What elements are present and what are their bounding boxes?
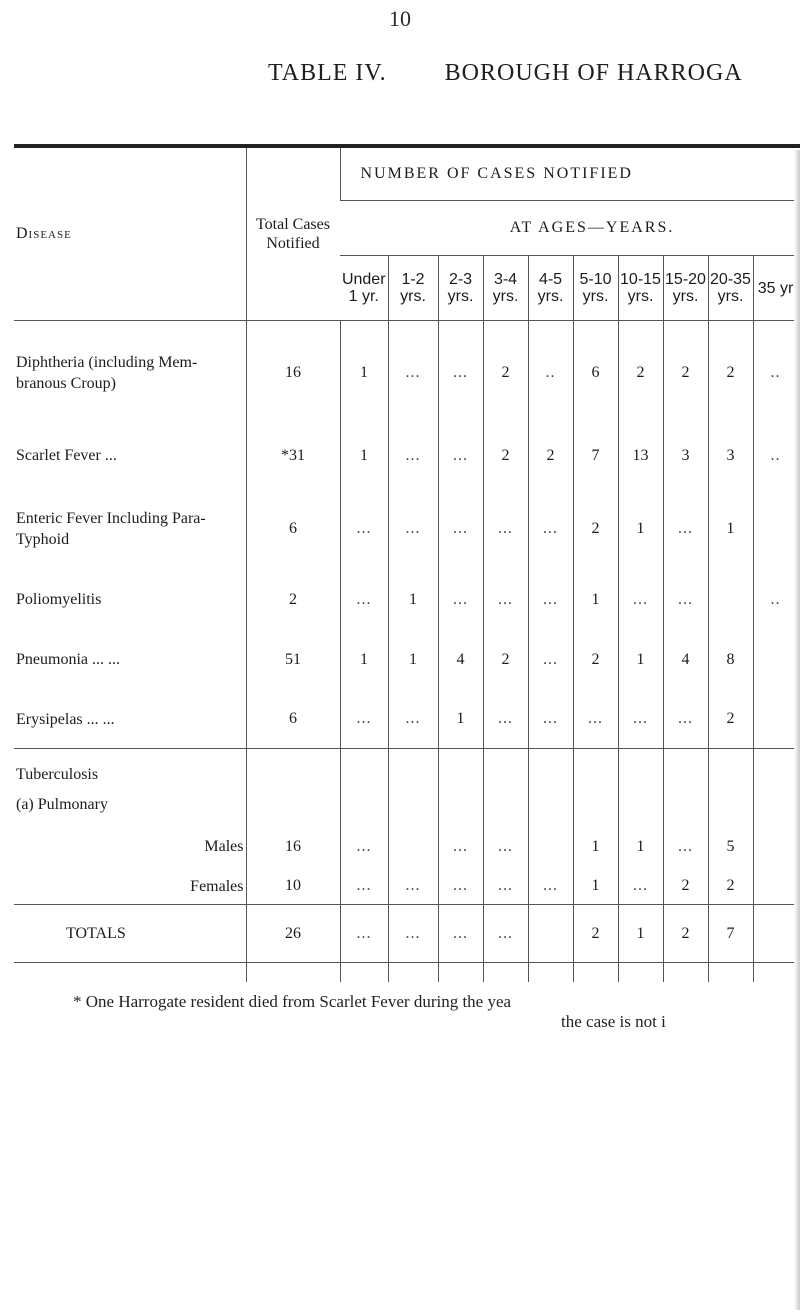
header-row-top [14,146,800,201]
age-group-header: 35 yr [753,256,798,321]
age-count-cell [528,749,573,785]
age-count-cell: 1 [573,825,618,869]
age-count-cell: 2 [483,321,528,425]
total-cell [246,785,340,825]
age-count-cell: ... [483,487,528,571]
disease-name [14,963,246,983]
age-count-cell [483,963,528,983]
age-count-cell [753,869,798,905]
disease-name: Males [204,838,244,855]
age-count-cell [388,749,438,785]
age-count-cell [438,749,483,785]
age-count-cell: 1 [618,487,663,571]
age-count-cell: ... [528,571,573,629]
age-count-cell [753,749,798,785]
age-count-cell: ... [483,905,528,963]
age-count-cell: ... [483,571,528,629]
total-cell [246,963,340,983]
age-count-cell: ... [438,425,483,487]
age-count-cell: ... [388,869,438,905]
age-count-cell [438,963,483,983]
age-count-cell: ... [340,905,388,963]
age-count-cell [663,749,708,785]
disease-header: Disease [16,225,72,242]
age-group-header: Under 1 yr. [340,256,388,321]
age-count-cell: 1 [618,825,663,869]
age-count-cell: 2 [663,869,708,905]
age-count-cell: ... [340,487,388,571]
age-count-cell: 1 [708,487,753,571]
age-count-cell: 6 [573,321,618,425]
age-count-cell: ... [388,425,438,487]
footnote-line-2: the case is not i [561,1012,666,1031]
age-count-cell [753,905,798,963]
age-count-cell [618,785,663,825]
table-row [14,571,800,629]
age-count-cell [708,785,753,825]
table-row [14,487,800,571]
disease-name: Scarlet Fever ... [16,447,117,464]
age-count-cell [753,785,798,825]
age-count-cell: .. [753,321,798,425]
age-count-cell [340,749,388,785]
disease-name: Erysipelas ... ... [16,710,115,728]
disease-name: Diphtheria (including Mem-branous Croup) [14,321,246,425]
age-count-cell: ... [618,869,663,905]
at-ages-header: AT AGES—YEARS. [340,201,800,256]
total-cell: 26 [246,905,340,963]
age-count-cell [483,749,528,785]
age-count-cell [708,963,753,983]
age-count-cell: ... [340,691,388,749]
age-count-cell: 3 [663,425,708,487]
disease-name: TOTALS [14,905,246,963]
table-row [14,749,800,785]
age-count-cell: 2 [663,321,708,425]
age-count-cell: 1 [618,629,663,691]
table-title-left: TABLE IV. [268,60,387,86]
age-group-header: 4-5 yrs. [528,256,573,321]
age-count-cell: ... [663,825,708,869]
age-count-cell [528,825,573,869]
age-group-header: 20-35 yrs. [708,256,753,321]
disease-name: Females [190,877,244,895]
age-count-cell: 4 [663,629,708,691]
age-count-cell: 7 [573,425,618,487]
table-title [268,60,743,87]
age-group-header: 3-4 yrs. [483,256,528,321]
age-count-cell: ... [438,321,483,425]
disease-name: Enteric Fever Including Para-Typhoid [16,509,206,548]
footnote-line-1: * One Harrogate resident died from Scarlet Fever during the yea [73,992,512,1011]
age-count-cell [753,487,798,571]
age-count-cell: 5 [708,825,753,869]
age-count-cell: ... [388,905,438,963]
age-count-cell: 2 [708,869,753,905]
age-count-cell: ... [528,629,573,691]
table-row [14,905,800,963]
table-row [14,629,800,691]
age-group-header: 15-20 yrs. [663,256,708,321]
table-title-right: BOROUGH OF HARROGA [444,60,743,86]
age-count-cell: 8 [708,629,753,691]
total-cell: 6 [246,487,340,571]
age-count-cell: 2 [573,487,618,571]
age-count-cell [528,785,573,825]
age-count-cell: 2 [573,629,618,691]
age-count-cell: ... [663,571,708,629]
age-count-cell [663,785,708,825]
age-count-cell [438,785,483,825]
table-row [14,869,800,905]
disease-name: Tuberculosis [14,749,246,785]
age-count-cell: ... [528,869,573,905]
age-count-cell: ... [438,869,483,905]
age-count-cell: 4 [438,629,483,691]
disease-name: Pneumonia ... ... [16,651,120,668]
total-cell: 6 [246,691,340,749]
age-count-cell [388,825,438,869]
age-count-cell: ... [573,691,618,749]
table-row [14,785,800,825]
age-count-cell: ... [388,321,438,425]
age-count-cell: ... [528,691,573,749]
age-count-cell: 1 [618,905,663,963]
age-count-cell: 2 [573,905,618,963]
age-count-cell [753,963,798,983]
age-count-cell [528,963,573,983]
age-count-cell: 1 [340,629,388,691]
age-count-cell [483,785,528,825]
age-count-cell [528,905,573,963]
age-count-cell: ... [340,869,388,905]
age-group-header: 10-15 yrs. [618,256,663,321]
age-count-cell: .. [753,571,798,629]
disease-name: Poliomyelitis [16,591,102,608]
age-count-cell: ... [618,691,663,749]
age-count-cell: 7 [708,905,753,963]
age-count-cell: 1 [340,425,388,487]
cases-table-frame [14,144,800,982]
age-count-cell: 1 [388,629,438,691]
age-count-cell: 3 [708,425,753,487]
total-cell: 16 [246,825,340,869]
age-count-cell: 1 [573,571,618,629]
table-row [14,963,800,983]
age-count-cell: ... [483,691,528,749]
age-count-cell [618,749,663,785]
age-count-cell: ... [388,691,438,749]
age-count-cell [340,963,388,983]
age-count-cell [388,785,438,825]
total-cases-header: Total Cases Notified [246,146,340,321]
total-cell: *31 [246,425,340,487]
age-count-cell: ... [438,571,483,629]
page-edge-shadow [794,150,800,1310]
age-count-cell [708,571,753,629]
age-count-cell: ... [438,905,483,963]
age-count-cell: ... [528,487,573,571]
age-count-cell: ... [663,691,708,749]
age-count-cell: ... [663,487,708,571]
table-row [14,691,800,749]
age-count-cell [573,749,618,785]
age-count-cell: ... [340,825,388,869]
table-row [14,425,800,487]
age-count-cell: 1 [573,869,618,905]
age-group-header: 5-10 yrs. [573,256,618,321]
age-count-cell: ... [483,869,528,905]
age-group-header: 2-3 yrs. [438,256,483,321]
age-count-cell: 2 [663,905,708,963]
age-count-cell [618,963,663,983]
age-count-cell: 1 [388,571,438,629]
number-of-cases-header: NUMBER OF CASES NOTIFIED [340,146,800,201]
age-count-cell: ... [438,825,483,869]
total-cell: 51 [246,629,340,691]
age-count-cell [753,629,798,691]
age-count-cell: ... [438,487,483,571]
page-number: 10 [389,6,411,31]
cases-table [14,144,800,982]
age-count-cell [708,749,753,785]
age-count-cell: 13 [618,425,663,487]
age-count-cell [340,785,388,825]
age-count-cell [753,691,798,749]
age-count-cell: 2 [483,425,528,487]
age-count-cell: ... [340,571,388,629]
age-count-cell: .. [753,425,798,487]
age-count-cell: 1 [340,321,388,425]
age-group-header: 1-2 yrs. [388,256,438,321]
age-count-cell: 2 [528,425,573,487]
age-count-cell [388,963,438,983]
age-count-cell: 2 [483,629,528,691]
age-count-cell [573,963,618,983]
total-cell: 2 [246,571,340,629]
age-count-cell: ... [618,571,663,629]
age-count-cell: ... [388,487,438,571]
age-count-cell: .. [528,321,573,425]
age-count-cell: ... [483,825,528,869]
total-cell [246,749,340,785]
age-count-cell [573,785,618,825]
total-cell: 16 [246,321,340,425]
table-row [14,321,800,425]
disease-name: (a) Pulmonary [16,796,108,813]
table-row [14,825,800,869]
age-count-cell [753,825,798,869]
age-count-cell: 2 [708,321,753,425]
age-count-cell [663,963,708,983]
age-count-cell: 2 [708,691,753,749]
total-cell: 10 [246,869,340,905]
age-count-cell: 1 [438,691,483,749]
age-count-cell: 2 [618,321,663,425]
